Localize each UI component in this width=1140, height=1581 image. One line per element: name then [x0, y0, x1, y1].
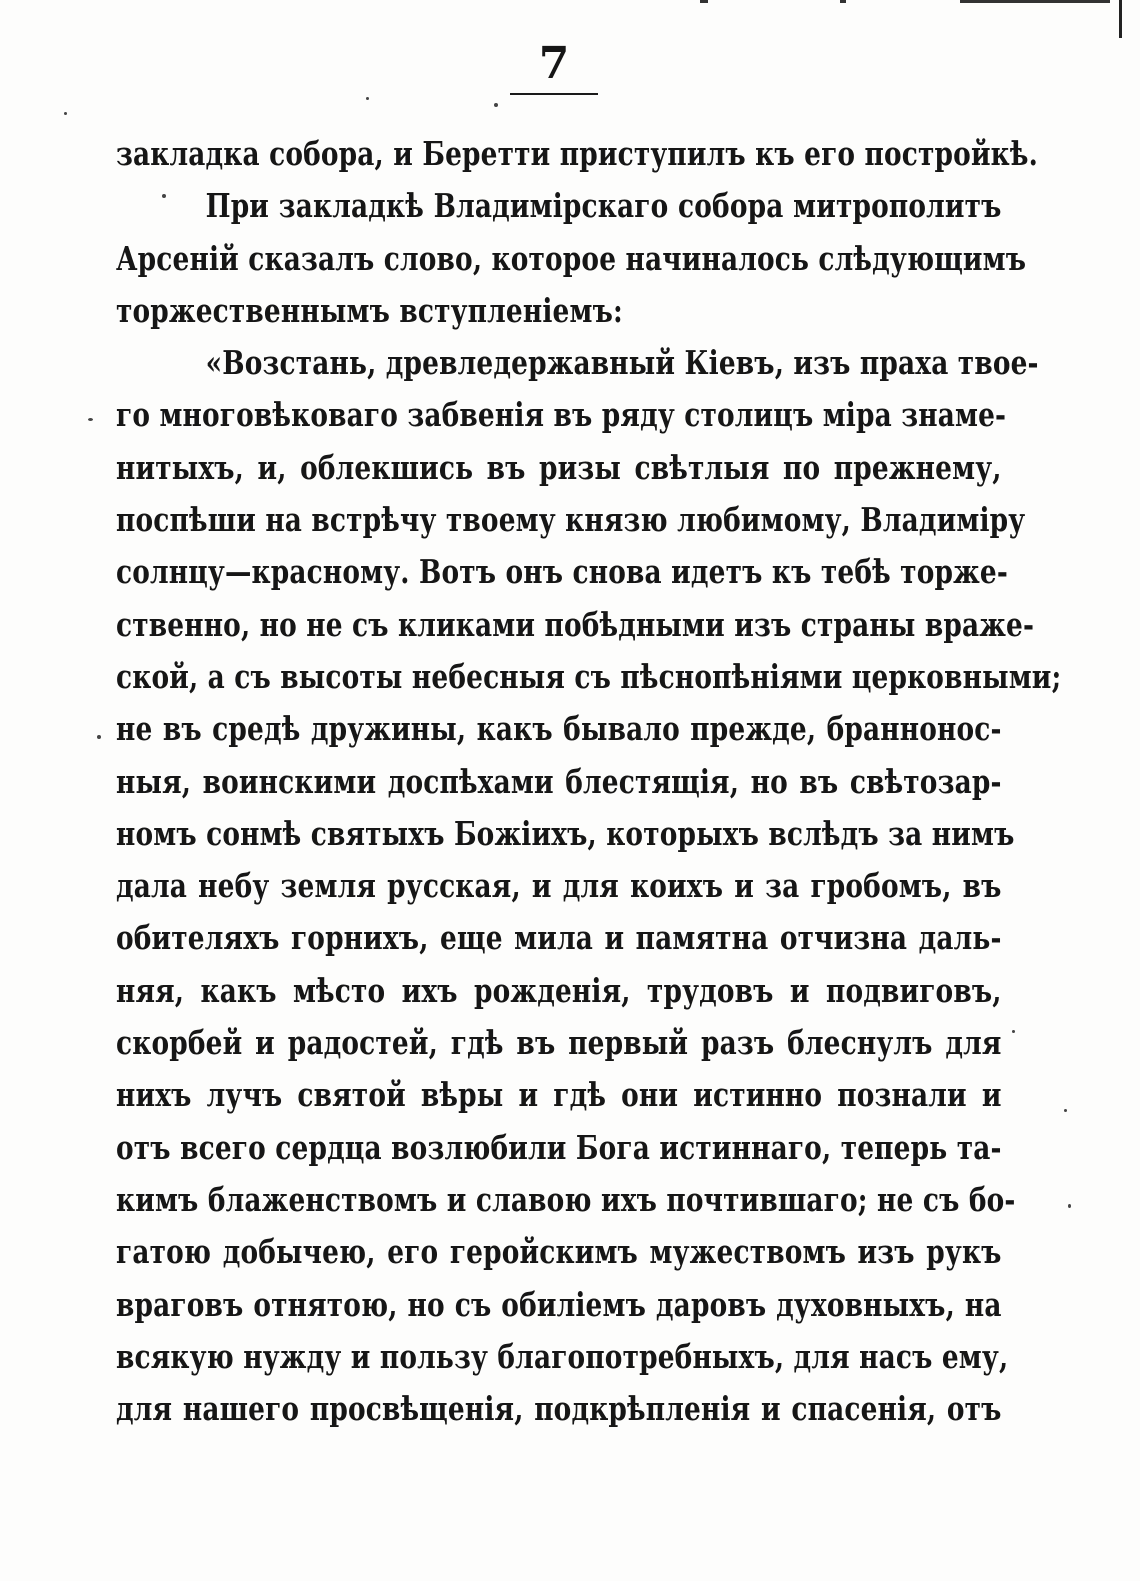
right-edge-mark: [1119, 0, 1122, 38]
text-line: гатою добычею, его геройскимъ мужествомъ изъ рукъ: [116, 1232, 1002, 1272]
text-line: При закладкѣ Владимірскаго собора митрополитъ: [205, 186, 1002, 226]
text-line: всякую нужду и пользу благопотребныхъ, для насъ ему,: [116, 1336, 1009, 1376]
scan-speck: [366, 97, 369, 100]
body-text: [116, 128, 1062, 1435]
text-line: для нашего просвѣщенія, подкрѣпленія и спасенія, отъ: [116, 1389, 1002, 1429]
scan-speck: [1012, 1030, 1015, 1033]
text-line: дала небу земля русская, и для коихъ и за гробомъ, въ: [116, 866, 1002, 906]
scan-speck: [64, 112, 67, 115]
top-edge-mark: [840, 0, 846, 3]
top-edge-mark: [960, 0, 1110, 3]
text-line: ныя, воинскими доспѣхами блестящія, но въ свѣтозар-: [116, 761, 1002, 801]
text-line: закладка собора, и Беретти приступилъ къ его постройкѣ.: [116, 134, 1038, 173]
page-number: 7: [538, 38, 570, 89]
text-line: номъ сонмѣ святыхъ Божіихъ, которыхъ вслѣдъ за нимъ: [116, 813, 1015, 853]
text-line: «Возстань, древледержавный Кіевъ, изъ праха твое-: [205, 343, 1039, 383]
text-line: няя, какъ мѣсто ихъ рожденія, трудовъ и подвиговъ,: [116, 970, 1002, 1010]
text-line: ской, а съ высоты небесныя съ пѣснопѣніями церковными;: [116, 656, 1062, 696]
page-number-rule: [510, 93, 598, 95]
scan-speck: [162, 194, 166, 198]
scan-speck: [1068, 1204, 1071, 1208]
text-line: ственно, но не съ кликами побѣдными изъ страны враже-: [116, 604, 1035, 644]
text-line: кимъ блаженствомъ и славою ихъ почтившаго; не съ бо-: [116, 1179, 1016, 1219]
text-line: не въ средѣ дружины, какъ бывало прежде, браннонос-: [116, 709, 1002, 749]
text-line: скорбей и радостей, гдѣ въ первый разъ блеснулъ для: [116, 1023, 1002, 1063]
text-line: нитыхъ, и, облекшись въ ризы свѣтлыя по прежнему,: [116, 447, 1002, 487]
top-edge-mark: [700, 0, 708, 3]
text-line: поспѣши на встрѣчу твоему князю любимому, Владиміру: [116, 500, 1026, 540]
text-line: го многовѣковаго забвенія въ ряду столицъ міра знаме-: [116, 395, 1007, 435]
text-line: нихъ лучъ святой вѣры и гдѣ они истинно познали и: [116, 1075, 1002, 1115]
text-line: обителяхъ горнихъ, еще мила и памятна отчизна даль-: [116, 918, 1002, 958]
text-line: отъ всего сердца возлюбили Бога истиннаго, теперь та-: [116, 1127, 1002, 1167]
text-line: солнцу—красному. Вотъ онъ снова идетъ къ тебѣ торже-: [116, 552, 1008, 592]
scan-speck: [97, 735, 101, 739]
text-line: Арсеній сказалъ слово, которое начиналось слѣдующимъ: [116, 238, 1027, 278]
scan-speck: [88, 418, 93, 421]
text-line: торжественнымъ вступленіемъ:: [116, 290, 623, 330]
text-line: враговъ отнятою, но съ обиліемъ даровъ духовныхъ, на: [116, 1284, 1002, 1324]
scan-speck: [494, 103, 498, 107]
scan-speck: [1064, 1109, 1067, 1112]
